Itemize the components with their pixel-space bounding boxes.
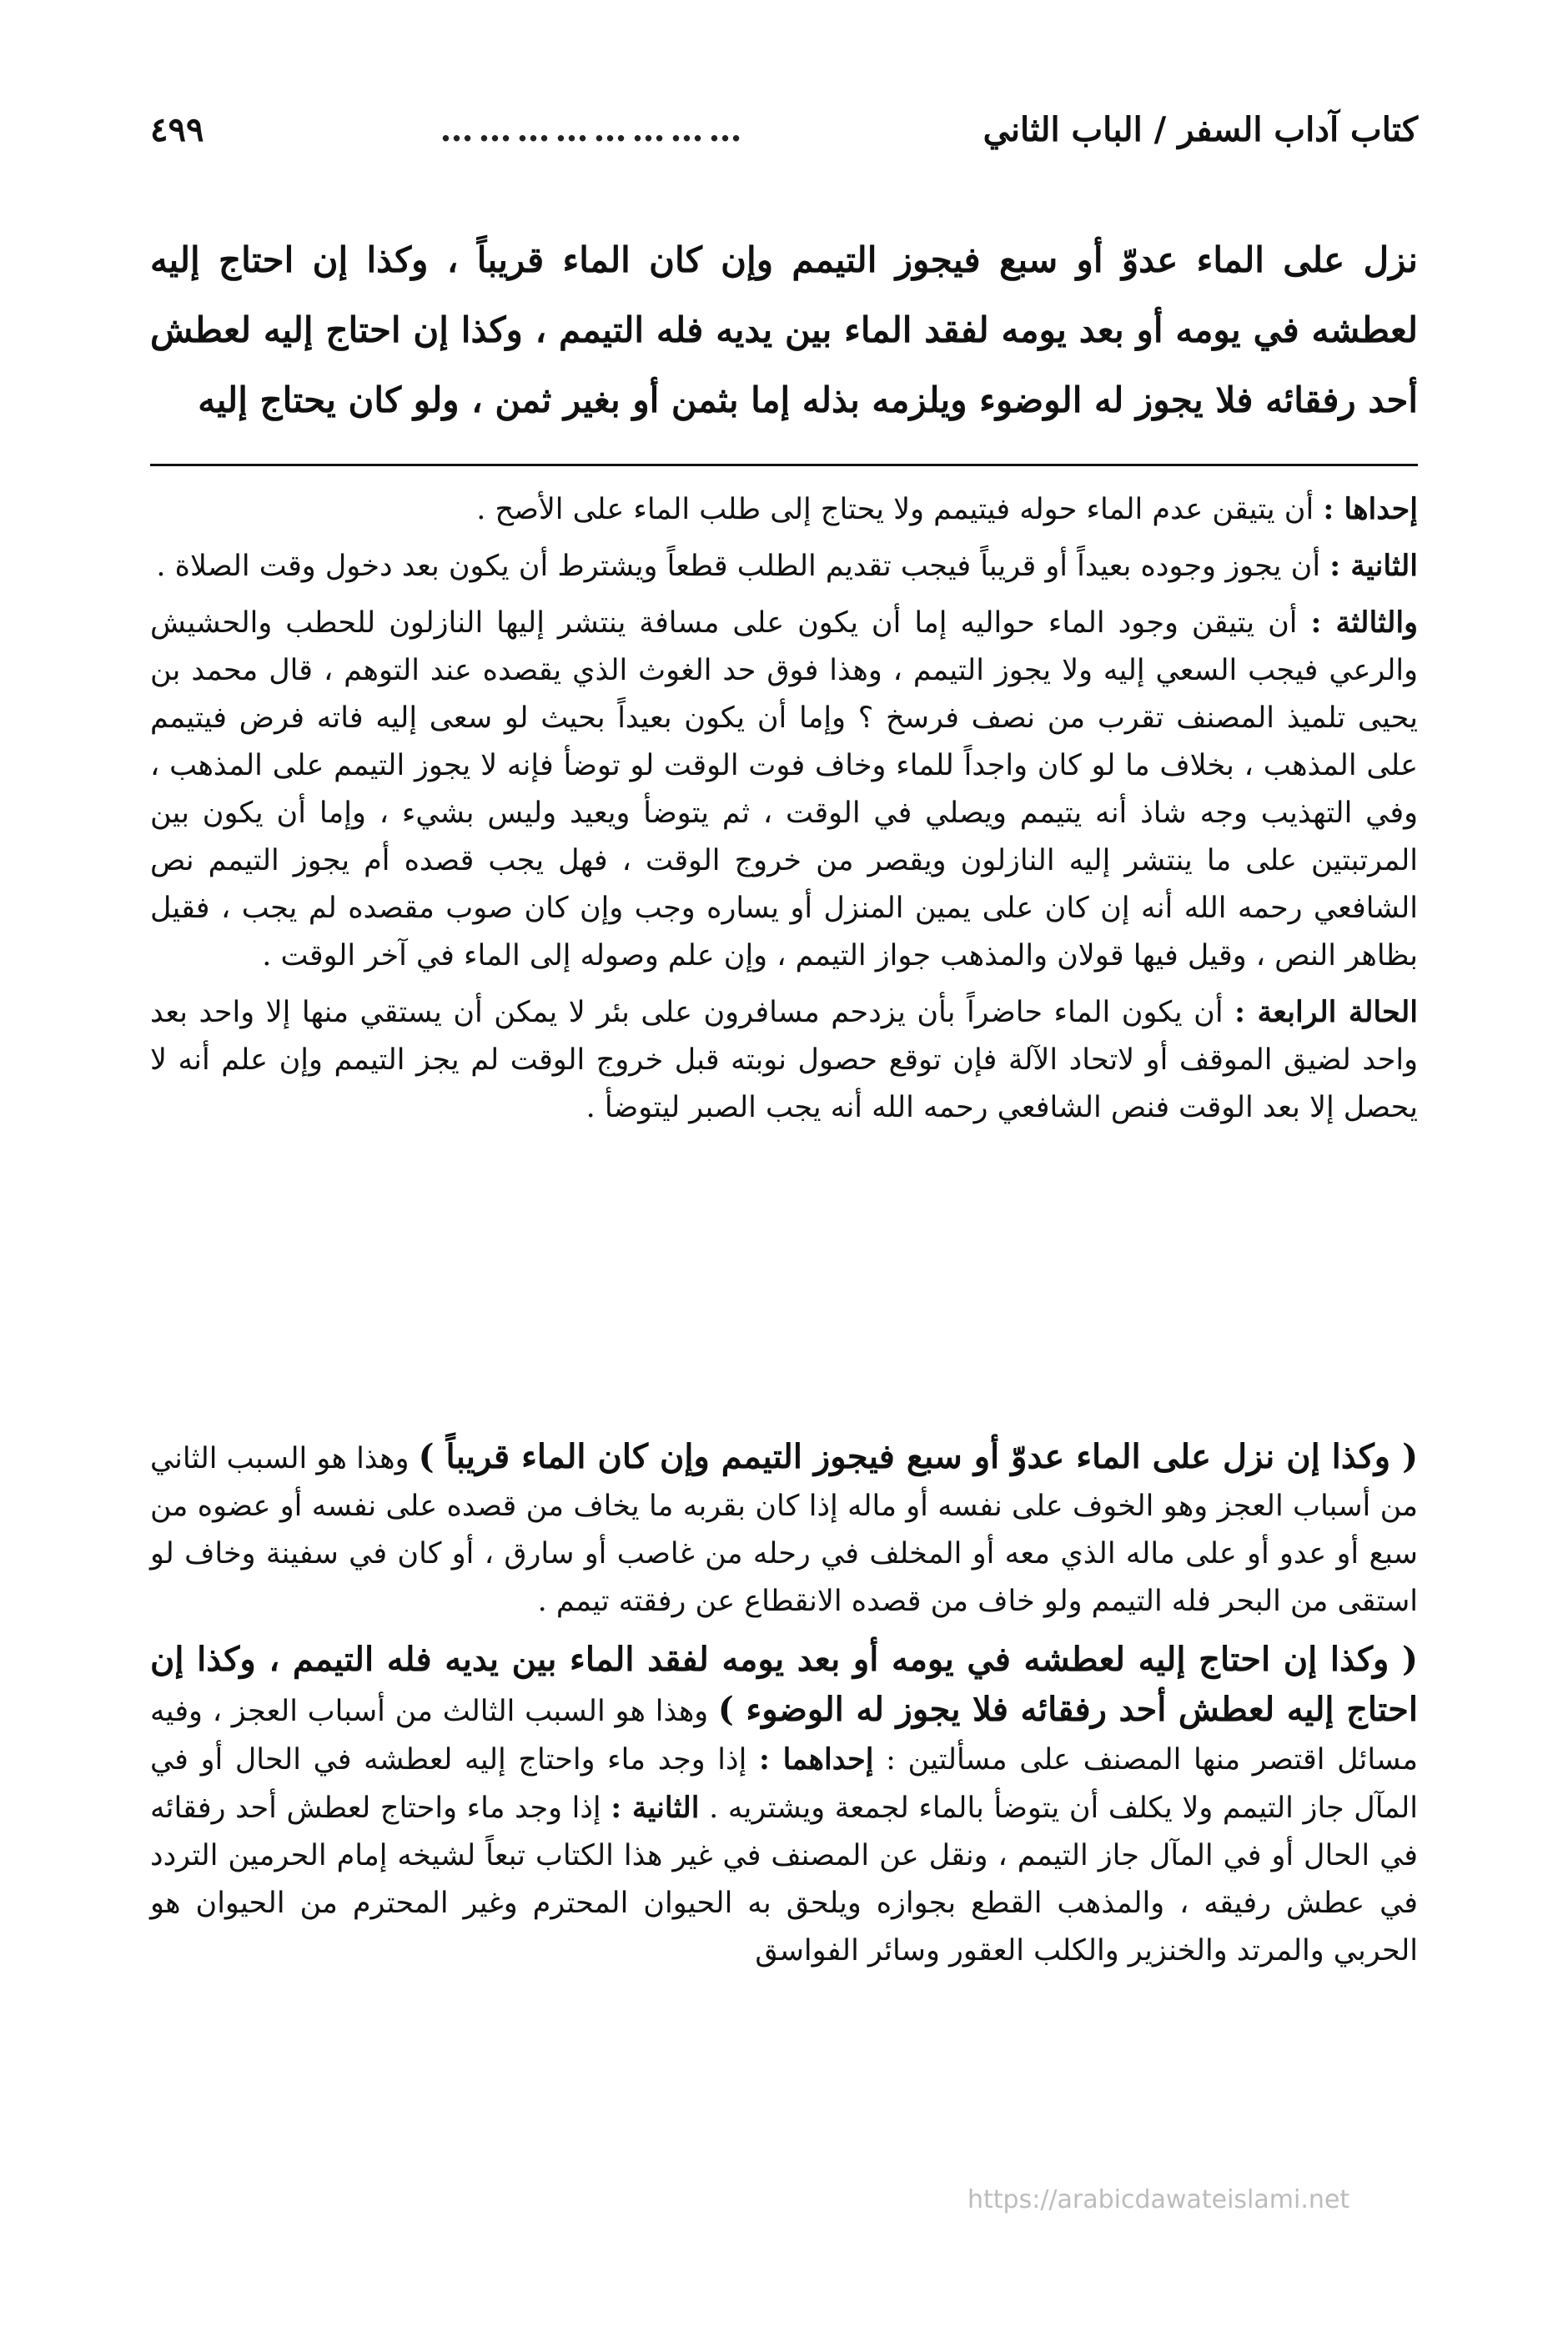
footnote-text: أن يتيقن عدم الماء حوله فيتيمم ولا يحتاج إلى طلب الماء على الأصح . bbox=[476, 493, 1324, 526]
footnotes-section bbox=[150, 485, 1418, 1140]
commentary-paragraph bbox=[150, 1433, 1418, 1626]
footnote-paragraph bbox=[150, 599, 1418, 980]
page-number: ٤٩٩ bbox=[150, 110, 204, 149]
footnote-text: أن يكون الماء حاضراً بأن يزدحم مسافرون على بئر لا يمكن أن يستقي منها إلا واحد بعد واحد لضيق الموقف أو لاتحاد الآلة فإن توقع حصول نوبته قبل خروج الوقت لم يجز التيمم وإن علم أنه لا يحصل إلا بعد الوقت فنص الشافعي رحمه الله أنه يجب الصبر ليتوضأ . bbox=[150, 996, 1418, 1124]
footnote-text: أن يجوز وجوده بعيداً أو قريباً فيجب تقديم الطلب قطعاً ويشترط أن يكون بعد دخول وقت الصلاة . bbox=[156, 550, 1330, 583]
commentary-text: إذا وجد ماء واحتاج إليه لعطشه في الحال أو في المآل جاز التيمم ولا يكلف أن يتوضأ بالماء لجمعة ويشتريه . bbox=[150, 1743, 1418, 1825]
footnote-text: أن يتيقن وجود الماء حواليه إما أن يكون على مسافة ينتشر إليها النازلون للحطب والحشيش والرعي فيجب السعي إليه ولا يجوز التيمم ، وهذا فوق حد الغوث الذي يقصده عند التوهم ، قال محمد بن يحيى تلميذ المصنف تقرب من نصف فرسخ ؟ وإما أن يكون بعيداً بحيث لو سعى إليه فاته فرض فيتيمم على المذهب ، بخلاف ما لو كان واجداً للماء وخاف فوت الوقت لو توضأ فإنه لا يجوز التيمم على المذهب ، وفي التهذيب وجه شاذ أنه يتيمم ويصلي في الوقت ، ثم يتوضأ ويعيد وليس بشيء ، وإما أن يكون بين المرتبتين على ما ينتشر إليه النازلون ويقصر من خروج الوقت ، فهل يجب قصده أم يجوز التيمم نص الشافعي رحمه الله أنه إن كان على يمين المنزل أو يساره وجب وإن كان صوب مقصده لم يجب ، فقيل بظاهر النص ، وقيل فيها قولان والمذهب جواز التيمم ، وإن علم وصوله إلى الماء في آخر الوقت . bbox=[150, 606, 1418, 973]
footnote-paragraph bbox=[150, 485, 1418, 534]
footnote-lead: إحداها : bbox=[1323, 492, 1418, 526]
commentary-section bbox=[150, 1433, 1418, 1985]
matn-text: نزل على الماء عدوّ أو سبع فيجوز التيمم وإن كان الماء قريباً ، وكذا إن احتاج إليه لعطشه في يومه أو بعد يومه لفقد الماء بين يديه فله التيمم ، وكذا إن احتاج إليه لعطش أحد رفقائه فلا يجوز له الوضوء ويلزمه بذله إما بثمن أو بغير ثمن ، ولو كان يحتاج إليه bbox=[150, 239, 1418, 420]
quoted-matn: ( وكذا إن نزل على الماء عدوّ أو سبع فيجوز التيمم وإن كان الماء قريباً ) bbox=[418, 1437, 1418, 1476]
footnote-lead: والثالثة : bbox=[1310, 606, 1418, 640]
header-leader-dots: …………………… bbox=[440, 110, 747, 149]
footnote-paragraph bbox=[150, 542, 1418, 591]
commentary-term: إحداهما : bbox=[758, 1742, 874, 1777]
footnote-lead: الثانية : bbox=[1329, 549, 1418, 583]
footnote-paragraph bbox=[150, 988, 1418, 1132]
running-header bbox=[150, 110, 1418, 149]
watermark-url: https://arabicdawateislami.net bbox=[967, 2185, 1350, 2214]
commentary-term: الثانية : bbox=[611, 1791, 700, 1825]
commentary-text: وهذا هو السبب الثاني من أسباب العجز وهو الخوف على نفسه أو ماله إذا كان بقربه ما يخاف من قصده على نفسه أو عضوه من سبع أو عدو أو على ماله الذي معه أو المخلف في رحله من غاصب أو سارق ، أو كان في سفينة وخاف لو استقى من البحر فله التيمم ولو خاف من قصده الانقطاع عن رفقته تيمم . bbox=[150, 1442, 1418, 1618]
quoted-matn: ( وكذا إن احتاج إليه لعطشه في يومه أو بعد يومه لفقد الماء بين يديه فله التيمم ، وكذا إن احتاج إليه لعطش أحد رفقائه فلا يجوز له الوضوء ) bbox=[150, 1640, 1418, 1729]
header-title: كتاب آداب السفر / الباب الثاني bbox=[983, 110, 1418, 149]
commentary-text: إذا وجد ماء واحتاج لعطش أحد رفقائه في الحال أو في المآل جاز التيمم ، ونقل عن المصنف في غير هذا الكتاب تبعاً لشيخه إمام الحرمين التردد في عطش رفيقه ، والمذهب القطع بجوازه ويلحق به الحيوان المحترم وغير المحترم من الحيوان هو الحربي والمرتد والخنزير والكلب العقور وسائر الفواسق bbox=[150, 1792, 1418, 1968]
separator-line bbox=[150, 464, 1418, 466]
commentary-paragraph bbox=[150, 1636, 1418, 1975]
footnote-lead: الحالة الرابعة : bbox=[1234, 995, 1419, 1029]
commentary-text: وهذا هو السبب الثالث من أسباب العجز ، وفيه مسائل اقتصر منها المصنف على مسألتين : bbox=[150, 1695, 1418, 1777]
